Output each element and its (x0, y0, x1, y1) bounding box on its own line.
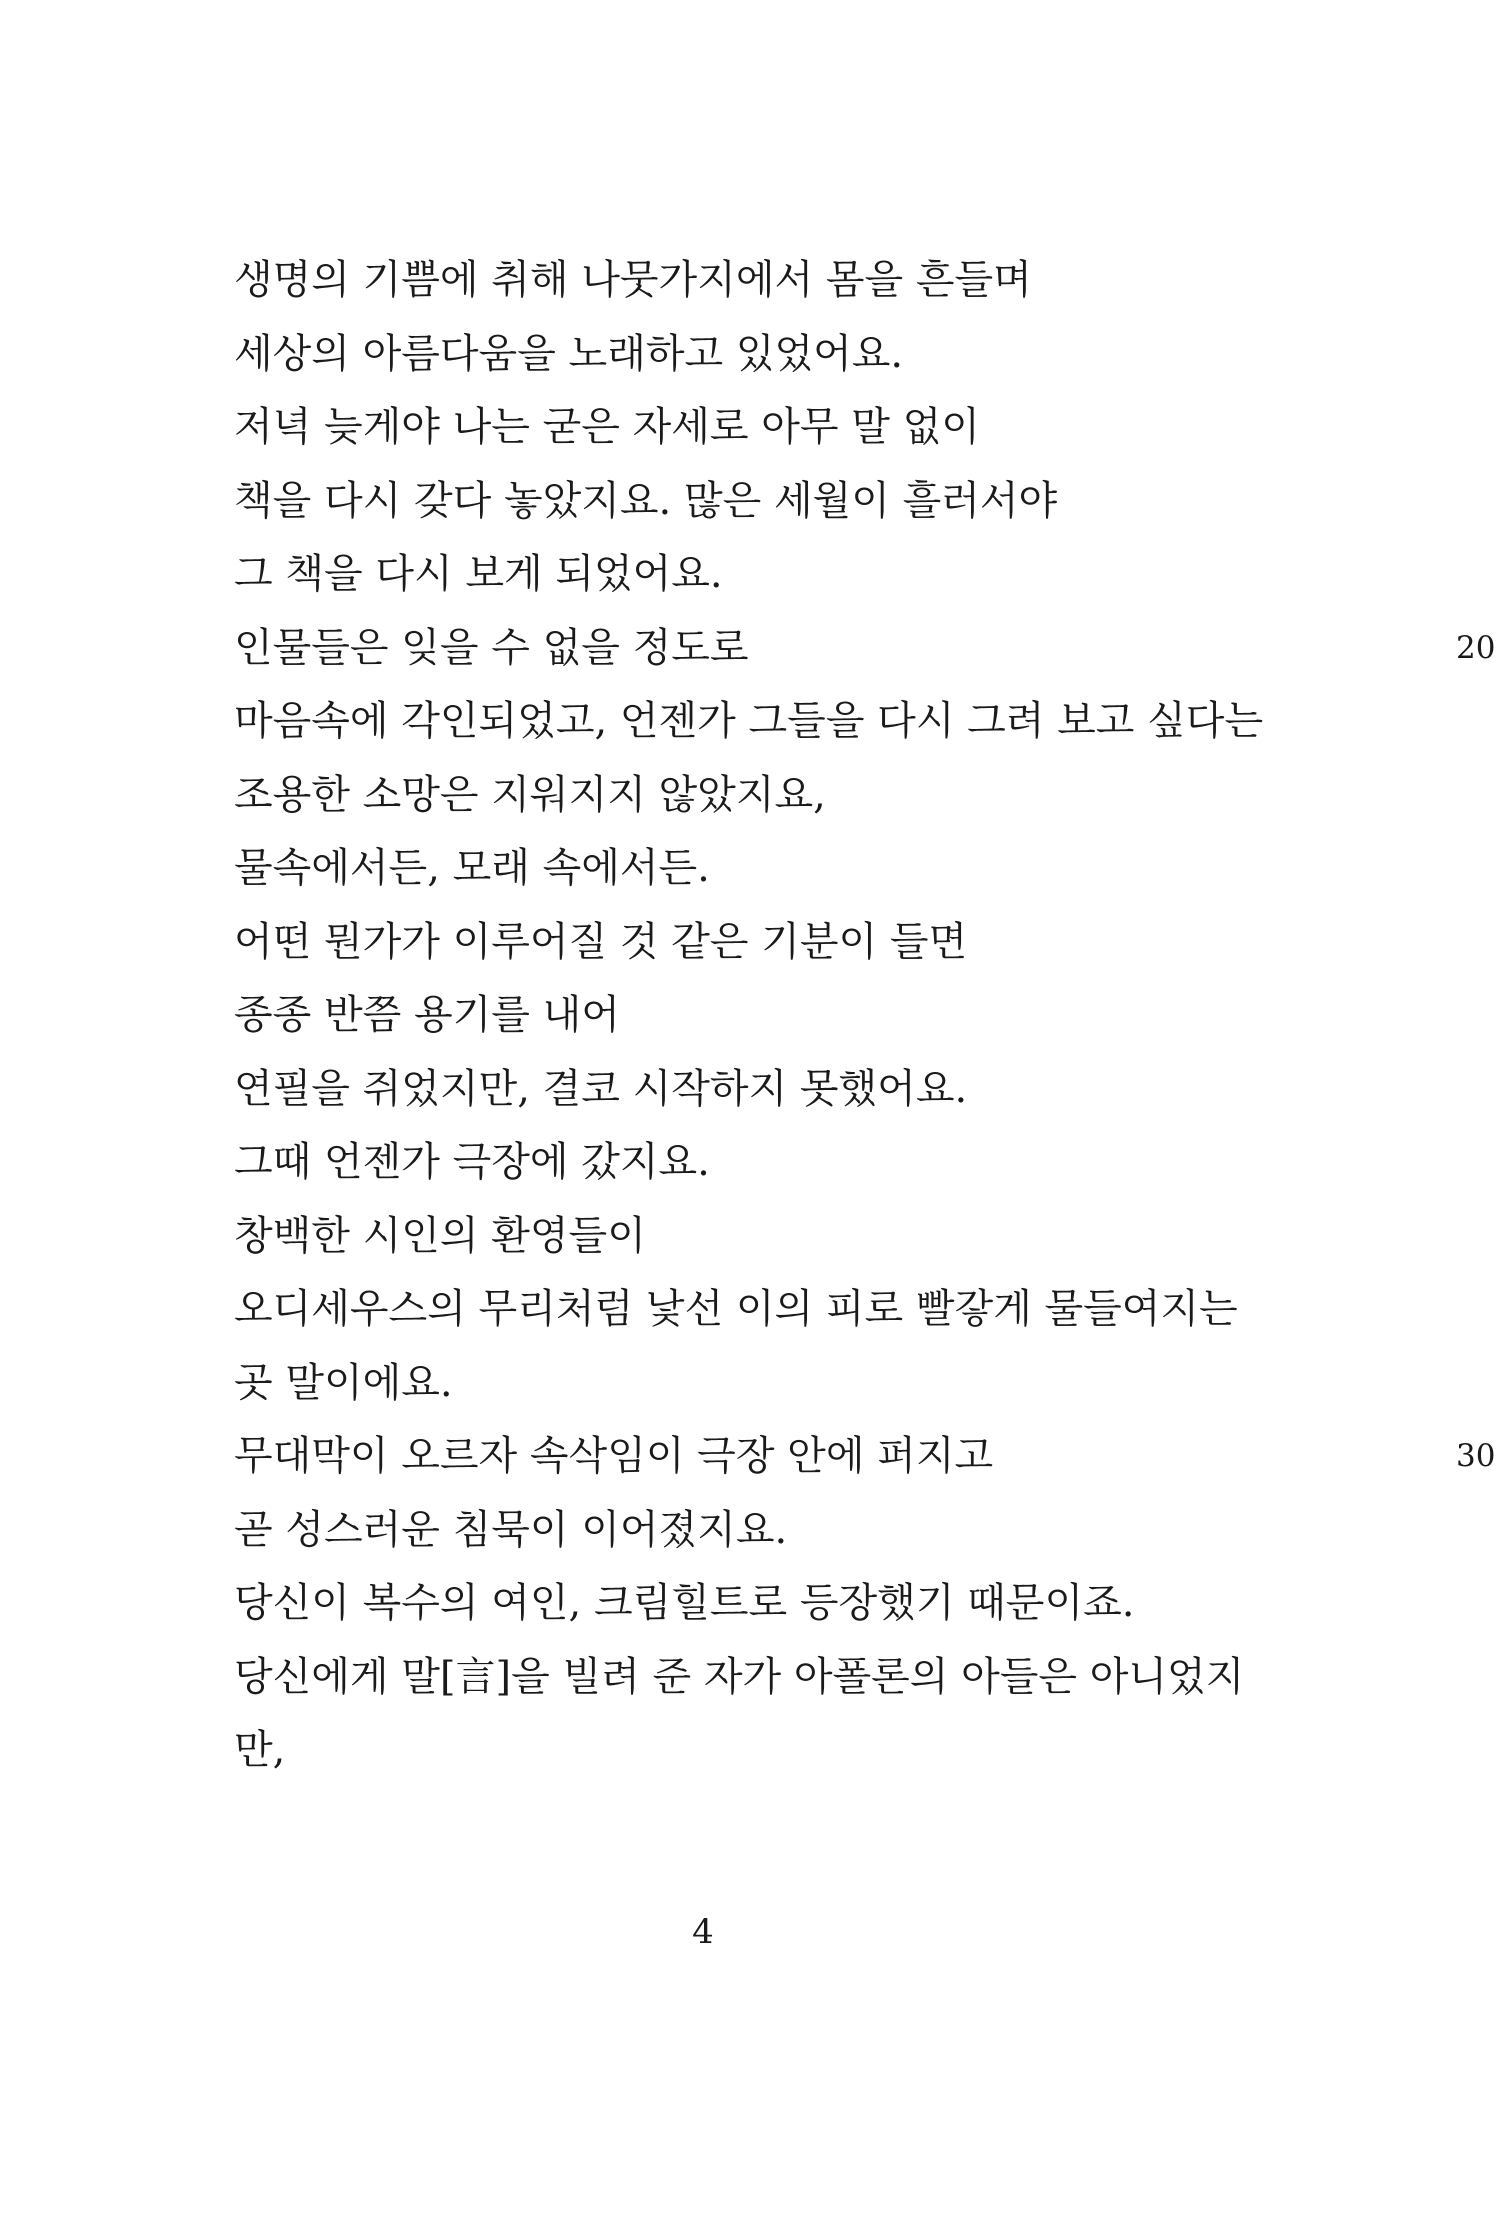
poem-line (234, 1057, 1234, 1131)
poem-line (234, 322, 1234, 396)
poem-line-text: 마음속에 각인되었고, 언젠가 그들을 다시 그려 보고 싶다는 (234, 698, 1264, 744)
poem-line-text: 생명의 기쁨에 취해 나뭇가지에서 몸을 흔들며 (234, 257, 1032, 303)
poem-line-text: 곧 성스러운 침묵이 이어졌지요. (234, 1506, 788, 1553)
line-number-marker: 20 (1456, 629, 1496, 666)
poem-line (234, 616, 1496, 690)
poem-line (234, 1645, 1245, 1719)
poem-line (234, 1424, 1496, 1498)
poem-line-text: 창백한 시인의 환영들이 (234, 1212, 646, 1259)
poem-line (234, 469, 1234, 543)
poem-line-text: 물속에서든, 모래 속에서든. (234, 845, 710, 891)
poem-line-text: 곳 말이에요. (234, 1359, 453, 1406)
poem-line-text: 인물들은 잊을 수 없을 정도로 (234, 624, 749, 671)
poem-line-text: 무대막이 오르자 속삭임이 극장 안에 퍼지고 (234, 1433, 994, 1479)
poem-line-text: 책을 다시 갖다 놓았지요. 많은 세월이 흘러서야 (234, 477, 1058, 524)
poem-line (234, 1571, 1234, 1645)
poem-line-text: 그 책을 다시 보게 되었어요. (234, 551, 723, 597)
poem-line-text: 만, (234, 1727, 286, 1773)
poem-line-text: 오디세우스의 무리처럼 낯선 이의 피로 빨갛게 물들여지는 (234, 1286, 1238, 1332)
poem-line-text: 연필을 쥐었지만, 결코 시작하지 못했어요. (234, 1065, 968, 1112)
poem-line (234, 763, 1234, 837)
poem-line (234, 1498, 1234, 1572)
page-number: 4 (692, 1912, 714, 1952)
poem-line-text: 그때 언젠가 극장에 갔지요. (234, 1139, 710, 1185)
poem-line (234, 689, 1264, 763)
poem-line (234, 1351, 1234, 1425)
poem-line (234, 910, 1234, 984)
poem-line-text: 당신에게 말[言]을 빌려 준 자가 아폴론의 아들은 아니었지 (234, 1653, 1245, 1700)
poem-text (234, 248, 1496, 1792)
poem-line-text: 당신이 복수의 여인, 크림힐트로 등장했기 때문이죠. (234, 1580, 1135, 1626)
poem-line-text: 어떤 뭔가가 이루어질 것 같은 기분이 들면 (234, 918, 968, 965)
line-number-marker: 30 (1456, 1438, 1496, 1474)
poem-line-text: 세상의 아름다움을 노래하고 있었어요. (234, 330, 904, 377)
poem-line-text: 종종 반쯤 용기를 내어 (234, 992, 620, 1038)
poem-line (234, 1718, 1234, 1792)
poem-line (234, 836, 1234, 910)
poem-line (234, 983, 1234, 1057)
poem-line (234, 395, 1234, 469)
poem-line-text: 조용한 소망은 지워지지 않았지요, (234, 771, 826, 818)
poem-line-text: 저녁 늦게야 나는 굳은 자세로 아무 말 없이 (234, 404, 980, 450)
poem-line (234, 1204, 1234, 1278)
poem-line (234, 542, 1234, 616)
poem-line (234, 1130, 1234, 1204)
poem-line (234, 248, 1234, 322)
poem-line (234, 1277, 1238, 1351)
